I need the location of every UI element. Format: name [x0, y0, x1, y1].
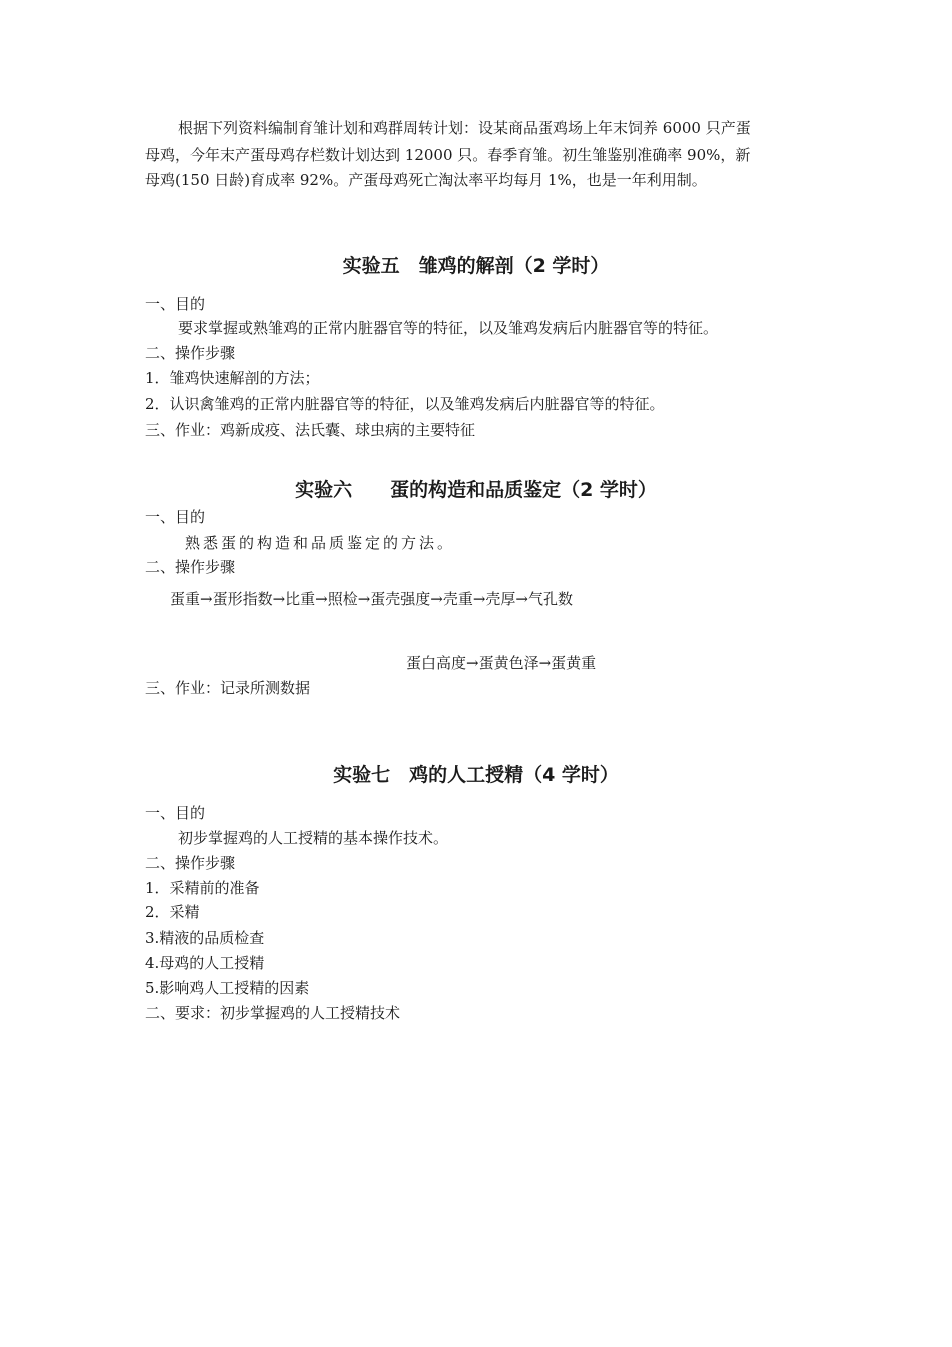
- experiment-7-title: 实验七 鸡的人工授精（4 学时）: [333, 764, 619, 786]
- exp7-step-3: 3.精液的品质检查: [145, 929, 265, 947]
- intro-line-3: 母鸡(150 日龄)育成率 92%。产蛋母鸡死亡淘汰率平均每月 1%，也是一年利用制。: [145, 171, 707, 189]
- exp5-purpose-heading: 一、目的: [145, 295, 206, 313]
- exp5-purpose-text: 要求掌握或熟雏鸡的正常内脏器官等的特征，以及雏鸡发病后内脏器官等的特征。: [178, 319, 719, 337]
- exp5-steps-heading: 二、操作步骤: [145, 344, 236, 362]
- exp5-homework: 三、作业：鸡新成疫、法氏囊、球虫病的主要特征: [145, 421, 476, 439]
- exp5-step-2: 2．认识禽雏鸡的正常内脏器官等的特征，以及雏鸡发病后内脏器官等的特征。: [145, 395, 665, 413]
- exp6-purpose-heading: 一、目的: [145, 508, 206, 526]
- exp6-flow-line-2: 蛋白高度→蛋黄色泽→蛋黄重: [406, 654, 597, 672]
- exp7-purpose-heading: 一、目的: [145, 804, 206, 822]
- experiment-6-title: 实验六 蛋的构造和品质鉴定（2 学时）: [295, 479, 657, 501]
- experiment-5-title: 实验五 雏鸡的解剖（2 学时）: [342, 255, 610, 277]
- exp7-step-2: 2．采精: [145, 903, 200, 921]
- exp6-flow-line-1: 蛋重→蛋形指数→比重→照检→蛋壳强度→壳重→壳厚→气孔数: [170, 590, 573, 608]
- exp7-step-5: 5.影响鸡人工授精的因素: [145, 979, 310, 997]
- exp6-purpose-text: 熟悉蛋的构造和品质鉴定的方法。: [185, 534, 456, 552]
- intro-line-2: 母鸡，今年末产蛋母鸡存栏数计划达到 12000 只。春季育雏。初生雏鉴别准确率 90%，新: [145, 146, 751, 164]
- exp7-purpose-text: 初步掌握鸡的人工授精的基本操作技术。: [178, 829, 449, 847]
- exp7-step-1: 1．采精前的准备: [145, 879, 260, 897]
- exp6-homework: 三、作业：记录所测数据: [145, 679, 311, 697]
- exp7-requirement: 二、要求：初步掌握鸡的人工授精技术: [145, 1004, 401, 1022]
- intro-line-1: 根据下列资料编制育雏计划和鸡群周转计划：设某商品蛋鸡场上年末饲养 6000 只产蛋: [178, 119, 751, 137]
- exp7-steps-heading: 二、操作步骤: [145, 854, 236, 872]
- exp6-steps-heading: 二、操作步骤: [145, 558, 236, 576]
- exp7-step-4: 4.母鸡的人工授精: [145, 954, 265, 972]
- exp5-step-1: 1．雏鸡快速解剖的方法；: [145, 369, 320, 387]
